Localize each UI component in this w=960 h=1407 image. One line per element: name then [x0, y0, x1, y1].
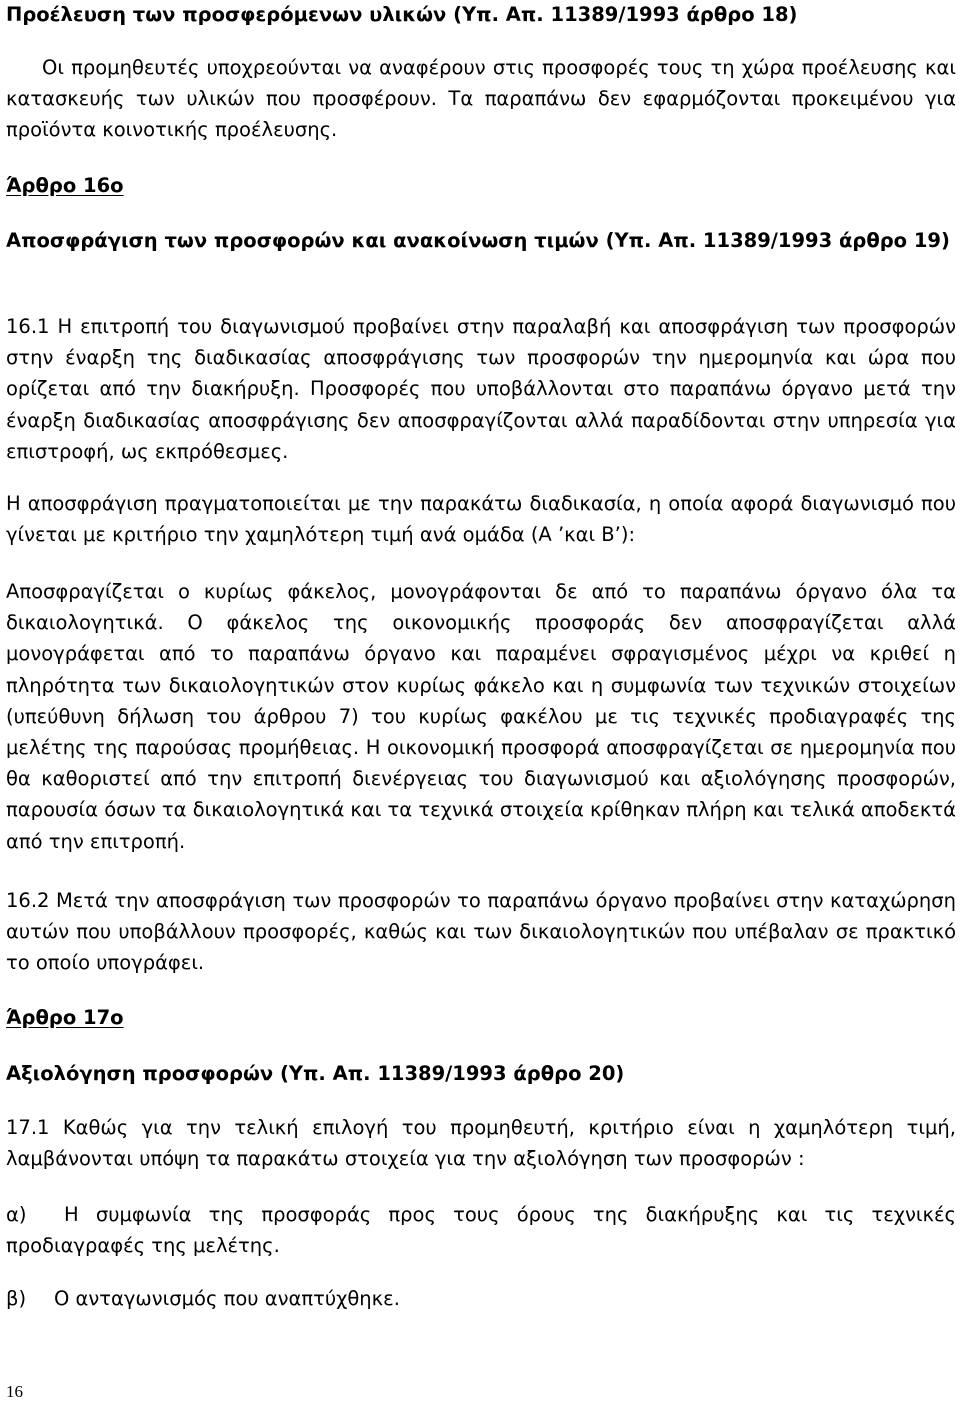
main-envelope-paragraph: Αποσφραγίζεται ο κυρίως φάκελος, μονογράφονται δε από το παραπάνω όργανο όλα τα δικαιολογητικά. Ο φάκελος της οικονομικής προσφοράς δεν αποσφραγίζεται αλλά μονογράφεται από το παραπάνω όργανο και παραμένει σφραγισμένος μέχρι να κριθεί η πληρότητα των δικαιολογητικών στον κυρίως φάκελο και η συμφωνία των τεχνικών στοιχείων (υπεύθυνη δήλωση του άρθρου 7) του κυρίως φακέλου με τις τεχνικές προδιαγραφές της μελέτης της παρούσας προμήθειας. Η οικονομική προσφορά αποσφραγίζεται σε ημερομηνία που θα καθοριστεί από την επιτροπή διενέργειας του διαγωνισμού και αξιολόγησης προσφορών, παρουσία όσων τα δικαιολογητικά και τα τεχνικά στοιχεία κρίθηκαν πλήρη και τελικά αποδεκτά από την επιτροπή. — [6, 580, 956, 853]
article-16-heading: Αποσφράγιση των προσφορών και ανακοίνωση τιμών (Υπ. Απ. 11389/1993 άρθρο 19) — [6, 229, 950, 252]
paragraph-17-1: 17.1 Καθώς για την τελική επιλογή του προμηθευτή, κριτήριο είναι η χαμηλότερη τιμή, λαμβάνονται υπόψη τα παρακάτω στοιχεία για την αξιολόγηση των προσφορών : — [6, 1116, 956, 1171]
list-marker: β) — [6, 1287, 27, 1310]
procedure-paragraph: Η αποσφράγιση πραγματοποιείται με την παρακάτω διαδικασία, η οποία αφορά διαγωνισμό που γίνεται με κριτήριο την χαμηλότερη τιμή ανά ομάδα (Α ’και Β’): — [6, 492, 956, 547]
article-16-title: Άρθρο 16ο — [6, 174, 124, 197]
list-item-b — [6, 1283, 956, 1314]
list-marker: α) — [6, 1203, 27, 1226]
paragraph-16-1: 16.1 Η επιτροπή του διαγωνισμού προβαίνει στην παραλαβή και αποσφράγιση των προσφορών στην έναρξη της διαδικασίας αποσφράγισης των προσφορών την ημερομηνία και ώρα που ορίζεται από την διακήρυξη. Προσφορές που υποβάλλονται στο παραπάνω όργανο μετά την έναρξη διαδικασίας αποσφράγισης δεν αποσφραγίζονται αλλά παραδίδονται στην υπηρεσία για επιστροφή, ως εκπρόθεσμες. — [6, 315, 956, 463]
list-item-text: Η συμφωνία της προσφοράς προς τους όρους της διακήρυξης και τις τεχνικές προδιαγραφές της μελέτης. — [6, 1203, 956, 1258]
list-item-text: Ο ανταγωνισμός που αναπτύχθηκε. — [54, 1287, 400, 1310]
paragraph-16-2: 16.2 Μετά την αποσφράγιση των προσφορών το παραπάνω όργανο προβαίνει στην καταχώρηση αυτών που υποβάλλουν προσφορές, καθώς και των δικαιολογητικών που υπέβαλαν σε πρακτικό το οποίο υπογράφει. — [6, 889, 956, 975]
article-17-title: Άρθρο 17ο — [6, 1006, 124, 1029]
article-17-heading: Αξιολόγηση προσφορών (Υπ. Απ. 11389/1993 άρθρο 20) — [6, 1062, 625, 1085]
origin-heading: Προέλευση των προσφερόμενων υλικών (Υπ. Απ. 11389/1993 άρθρο 18) — [6, 3, 798, 26]
list-item-a — [6, 1199, 956, 1261]
origin-paragraph: Οι προμηθευτές υποχρεούνται να αναφέρουν στις προσφορές τους τη χώρα προέλευσης και κατασκευής των υλικών που προσφέρουν. Τα παραπάνω δεν εφαρμόζονται προκειμένου για προϊόντα κοινοτικής προέλευσης. — [6, 56, 956, 142]
page-number: 16 — [6, 1382, 23, 1401]
